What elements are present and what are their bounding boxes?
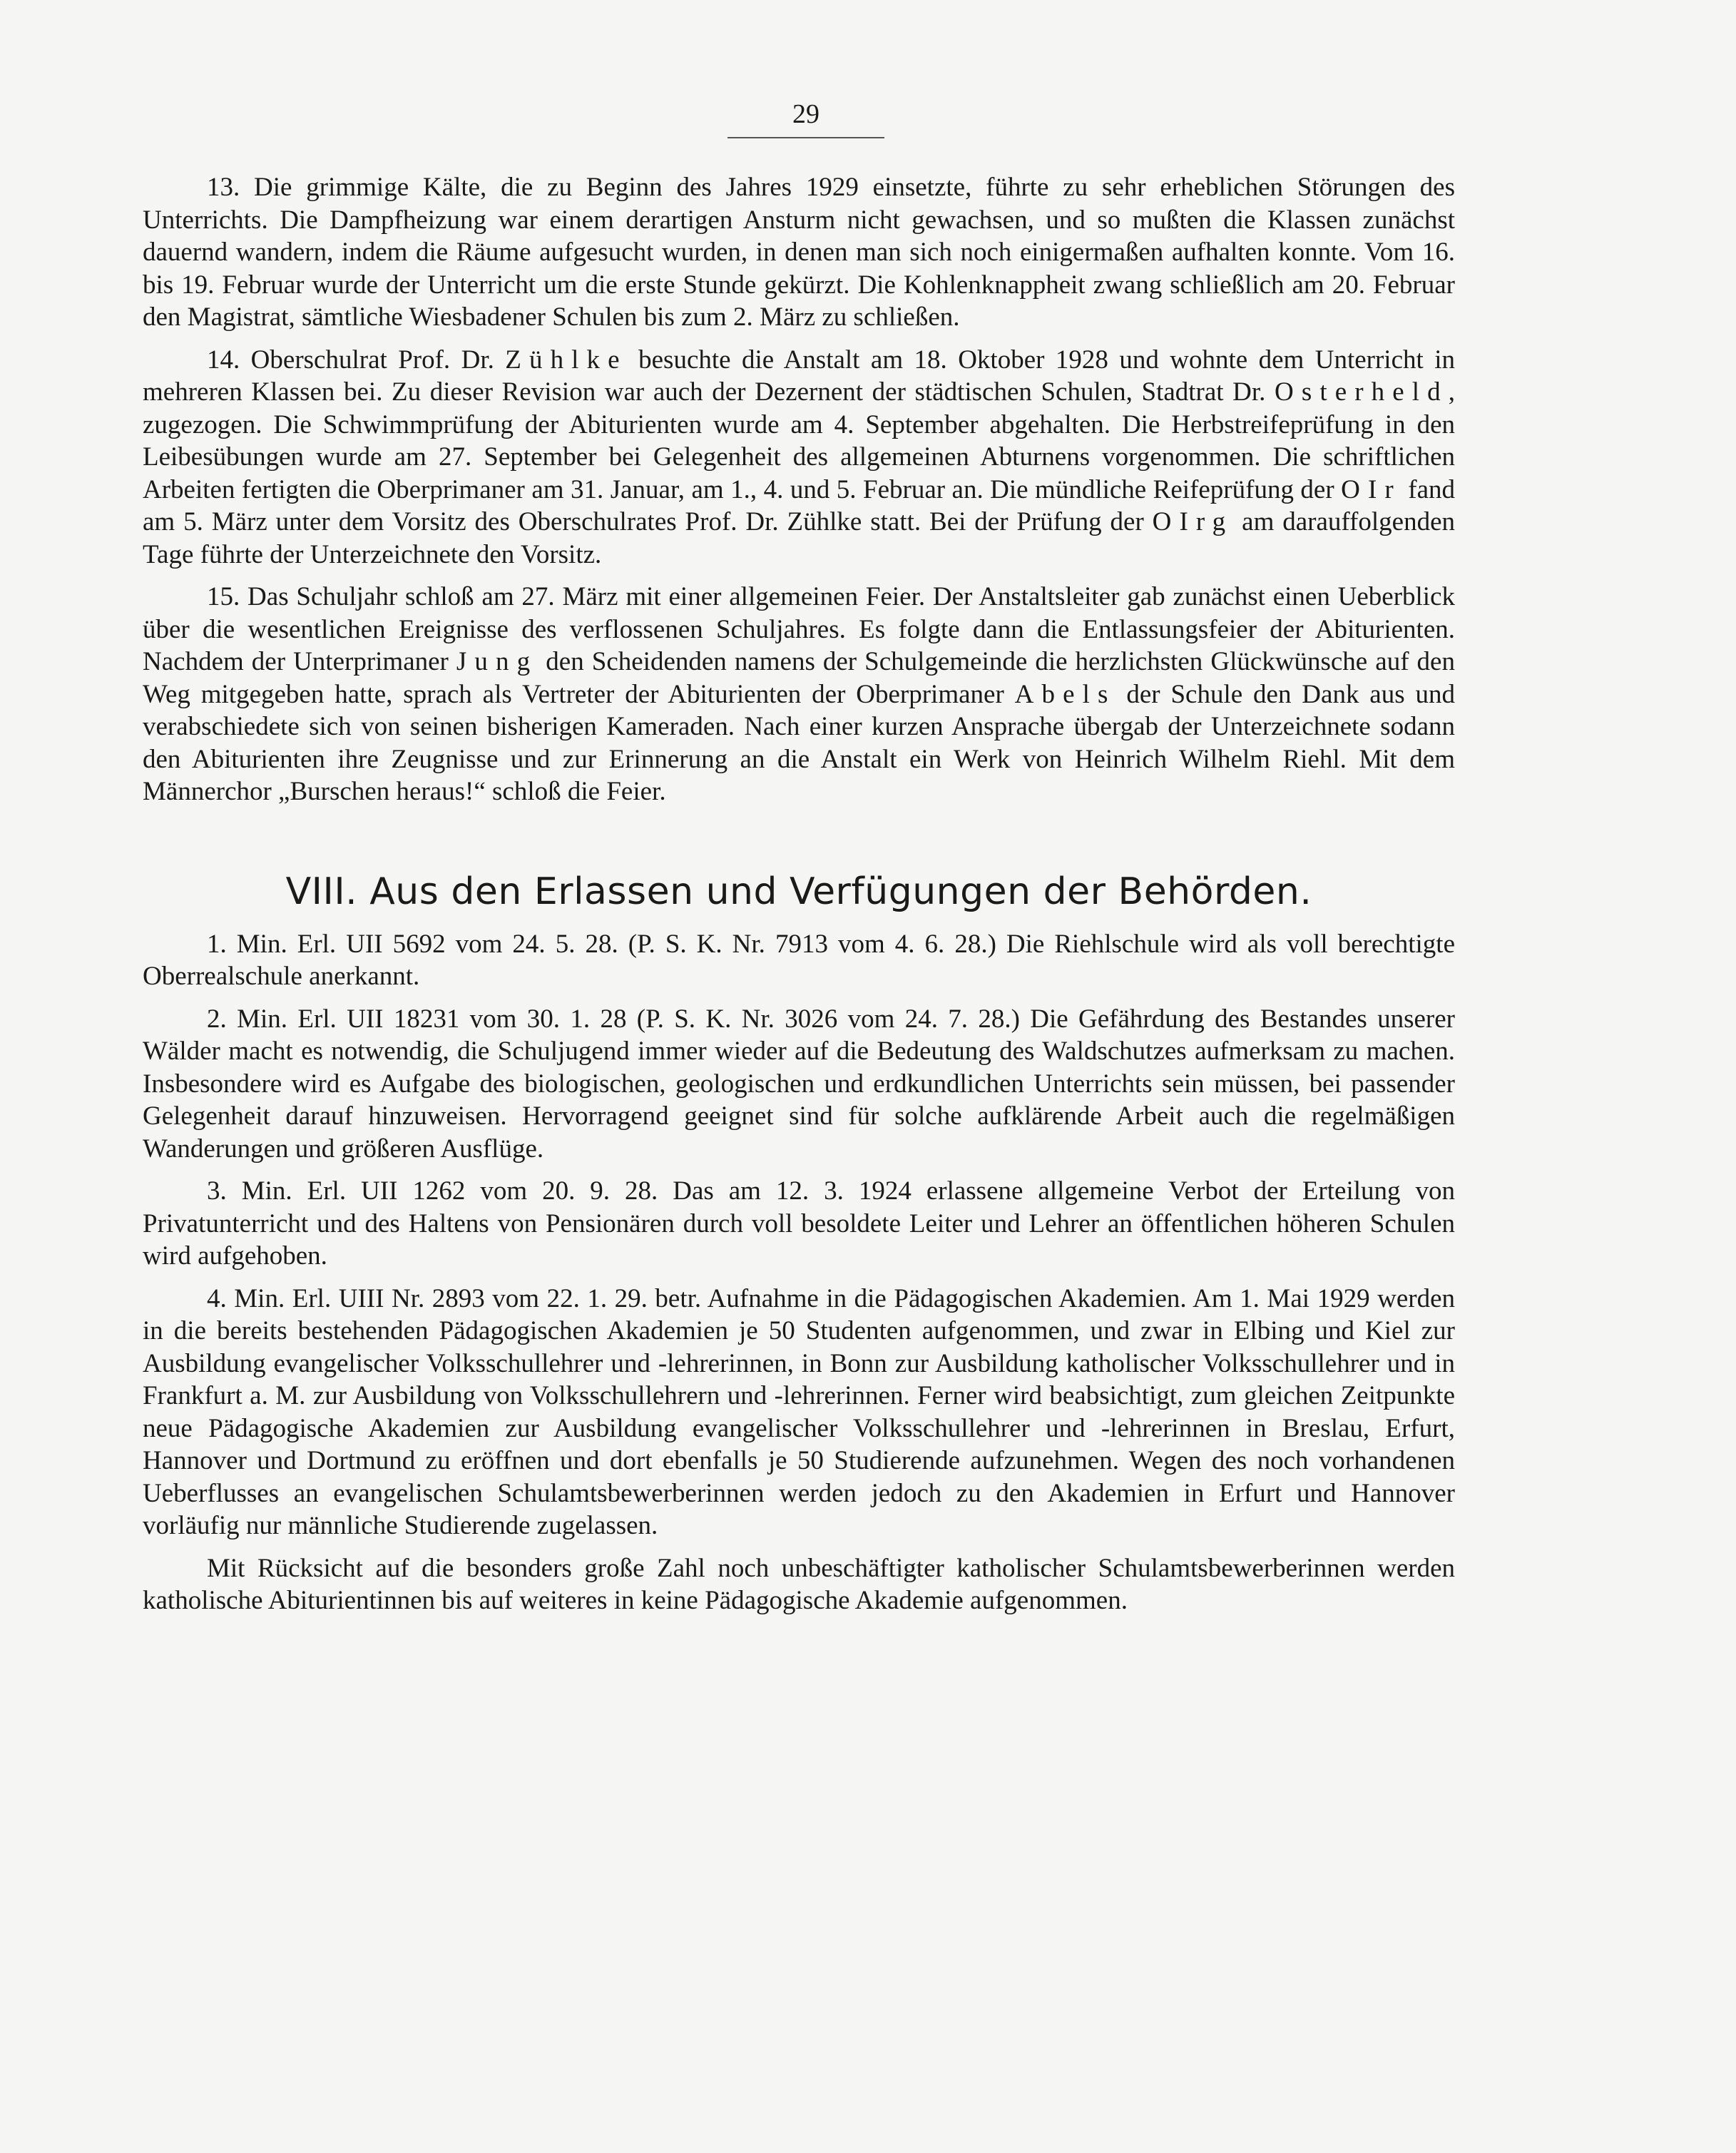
text-run: besuchte die Anstalt am 18. Oktober 1928 und wohnte dem Unterricht in mehreren Klassen bei. Zu dieser Revision war auch der Dezernent der städtischen Schulen, Stadtrat Dr. — [143, 345, 1455, 407]
text-run: 14. Oberschulrat Prof. Dr. — [207, 345, 506, 375]
spaced-name: OIrg — [1152, 507, 1234, 536]
decree-paragraph-5 — [143, 1552, 1455, 1617]
paragraph-13 — [143, 171, 1455, 334]
text-run: 2. Min. Erl. UII 18231 vom 30. 1. 28 (P. S. K. Nr. 3026 vom 24. 7. 28.) Die Gefährdung des Bestandes unserer Wälder macht es notwendig, die Schuljugend immer wieder auf die Bedeutung des Waldschutzes aufmerksam zu machen. Insbesondere wird es Aufgabe des biologischen, geologischen und erdkundlichen Unterrichts sein müssen, bei passender Gelegenheit darauf hinzuweisen. Hervorragend geeignet sind für solche aufklärende Arbeit auch die regelmäßigen Wanderungen und größeren Ausflüge. — [143, 1004, 1455, 1164]
text-run: , zugezogen. Die Schwimmprüfung der Abiturienten wurde am 4. September abgehalten. Die Herbstreifeprüfung in den Leibesübungen wurde am 27. September bei Gelegenheit des allgemeinen Abturnens vorgenommen. Die schriftlichen Arbeiten fertigten die Oberprimaner am 31. Januar, am 1., 4. und 5. Februar an. Die mündliche Reifeprüfung der — [143, 377, 1455, 504]
paragraph-15 — [143, 581, 1455, 808]
paragraphs-bottom — [143, 928, 1455, 1617]
spaced-name: Osterheld — [1275, 377, 1449, 407]
decree-paragraph-1 — [143, 928, 1455, 993]
spaced-name: Zühlke — [505, 345, 628, 375]
page-number: 29 — [792, 99, 820, 129]
page-number-rule — [727, 137, 884, 138]
paragraph-14 — [143, 344, 1455, 571]
body-text — [143, 171, 1455, 1617]
text-run: 4. Min. Erl. UIII Nr. 2893 vom 22. 1. 29. betr. Aufnahme in die Pädagogischen Akademien. Am 1. Mai 1929 werden in die bereits bestehenden Pädagogischen Akademien je 50 Studenten aufgenommen, und zwar in Elbing und Kiel zur Ausbildung evangelischer Volksschullehrer und -lehrerinnen, in Bonn zur Ausbildung katholischer Volksschullehrer und in Frankfurt a. M. zur Ausbildung von Volksschullehrern und -lehrerinnen. Ferner wird beabsichtigt, zum gleichen Zeitpunkte neue Pädagogische Akademien zur Ausbildung evangelischer Volksschullehrer und -lehrerinnen in Breslau, Erfurt, Hannover und Dortmund zu eröffnen und dort ebenfalls je 50 Studierende aufzunehmen. Wegen des noch vorhandenen Ueberflusses an evangelischen Schulamtsbewerberinnen werden jedoch zu den Akademien in Erfurt und Hannover vorläufig nur männliche Studierende zugelassen. — [143, 1283, 1455, 1540]
spaced-name: OIr — [1341, 474, 1401, 504]
text-run: fand am 5. März unter dem Vorsitz des Oberschulrates Prof. Dr. Zühlke statt. Bei der Prüfung der — [143, 474, 1456, 536]
spaced-name: Abels — [1014, 679, 1116, 709]
decree-paragraph-4 — [143, 1283, 1455, 1542]
paragraphs-top — [143, 171, 1455, 808]
text-run: Mit Rücksicht auf die besonders große Zahl noch unbeschäftigter katholischer Schulamtsbewerberinnen werden katholische Abiturientinnen bis auf weiteres in keine Pädagogische Akademie aufgenommen. — [143, 1553, 1455, 1615]
decree-paragraph-3 — [143, 1175, 1455, 1273]
text-run: am darauffolgenden Tage führte der Unterzeichnete den Vorsitz. — [143, 507, 1456, 569]
text-run: der Schule den Dank aus und verabschiedete sich von seinen bisherigen Kameraden. Nach einer kurzen Ansprache übergab der Unterzeichnete sodann den Abiturienten ihre Zeugnisse und zur Erinnerung an die Anstalt ein Werk von Heinrich Wilhelm Riehl. Mit dem Männerchor „Burschen heraus!“ schloß die Feier. — [143, 679, 1455, 806]
section-heading: VIII. Aus den Erlassen und Verfügungen der Behörden. — [285, 870, 1312, 913]
text-run: 15. Das Schuljahr schloß am 27. März mit einer allgemeinen Feier. Der Anstaltsleiter gab zunächst einen Ueberblick über die wesentlichen Ereignisse des verflossenen Schuljahres. Es folgte dann die Entlassungsfeier der Abiturienten. Nachdem der Unterprimaner — [143, 582, 1455, 676]
text-run: 1. Min. Erl. UII 5692 vom 24. 5. 28. (P. S. K. Nr. 7913 vom 4. 6. 28.) Die Riehlschule wird als voll berechtigte Oberrealschule anerkannt. — [143, 929, 1455, 991]
spaced-name: Jung — [456, 647, 538, 676]
text-run: 13. Die grimmige Kälte, die zu Beginn des Jahres 1929 einsetzte, führte zu sehr erheblichen Störungen des Unterrichts. Die Dampfheizung war einem derartigen Ansturm nicht gewachsen, und so mußten die Klassen zunächst dauernd wandern, indem die Räume aufgesucht wurden, in denen man sich noch einigermaßen aufhalten konnte. Vom 16. bis 19. Februar wurde der Unterricht um die erste Stunde gekürzt. Die Kohlenknappheit zwang schließlich am 20. Februar den Magistrat, sämtliche Wiesbadener Schulen bis zum 2. März zu schließen. — [143, 173, 1455, 332]
decree-paragraph-2 — [143, 1003, 1455, 1166]
text-run: 3. Min. Erl. UII 1262 vom 20. 9. 28. Das am 12. 3. 1924 erlassene allgemeine Verbot der Erteilung von Privatunterricht und des Haltens von Pensionären durch voll besoldete Leiter und Lehrer an öffentlichen höheren Schulen wird aufgehoben. — [143, 1176, 1455, 1271]
text-run: den Scheidenden namens der Schulgemeinde die herzlichsten Glückwünsche auf den Weg mitgegeben hatte, sprach als Vertreter der Abiturienten der Oberprimaner — [143, 647, 1455, 709]
